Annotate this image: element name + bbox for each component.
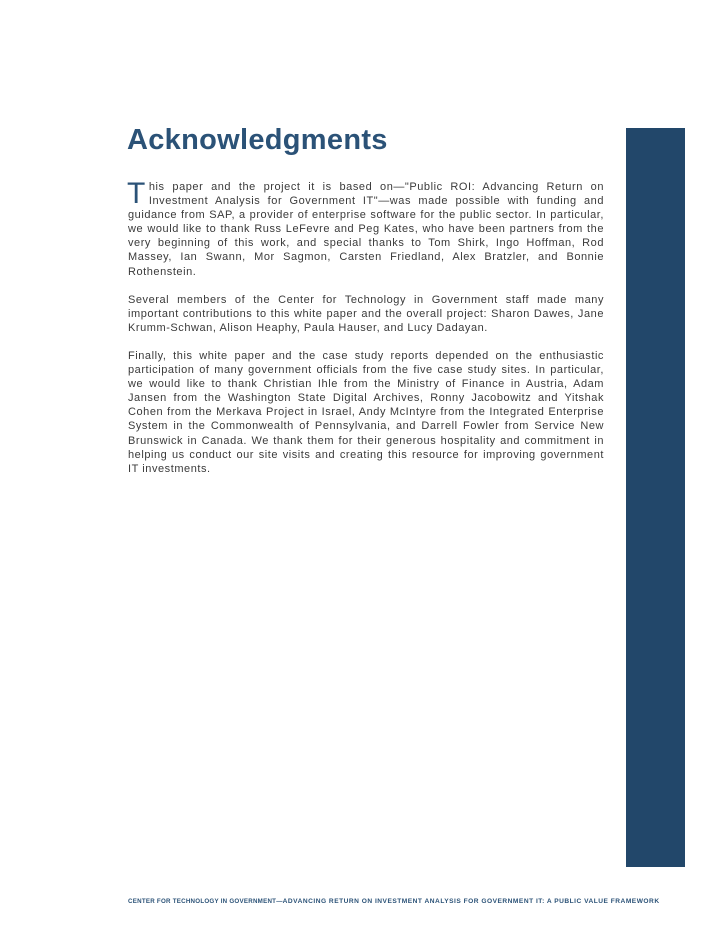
page-title: Acknowledgments	[127, 124, 388, 156]
footer-org: CENTER FOR TECHNOLOGY IN GOVERNMENT—	[128, 898, 283, 905]
paragraph-2: Several members of the Center for Technology in Government staff made many important contributions to this white paper and the overall project: Sharon Dawes, Jane Krumm-Schwan, Alison Heaphy, Paula Hauser, and Lucy Dadayan.	[128, 293, 604, 334]
drop-cap: T	[127, 177, 146, 210]
footer-title: ADVANCING RETURN ON INVESTMENT ANALYSIS FOR GOVERNMENT IT: A PUBLIC VALUE FRAMEWORK	[282, 898, 660, 905]
page-footer	[128, 898, 660, 905]
decorative-side-bar	[626, 128, 685, 867]
body-text	[127, 177, 604, 490]
paragraph-1-text: his paper and the project it is based on—"Public ROI: Advancing Return on Investment Analysis for Government IT"—was made possible with funding and guidance from SAP, a provider of enterprise software for the public sector. In particular, we would like to thank Russ LeFevre and Peg Kates, who have been partners from the very beginning of this work, and special thanks to Tom Shirk, Ingo Hoffman, Rod Massey, Ian Swann, Mor Sagmon, Carsten Friedland, Alex Bratzler, and Bonnie Rothenstein.	[128, 181, 604, 278]
paragraph-3: Finally, this white paper and the case study reports depended on the enthusiastic participation of many government officials from the five case study sites. In particular, we would like to thank Christian Ihle from the Ministry of Finance in Austria, Adam Jansen from the Washington State Digital Archives, Ronny Jacobowitz and Yitshak Cohen from the Merkava Project in Israel, Andy McIntyre from the Integrated Enterprise System in the Commonwealth of Pennsylvania, and Darrell Fowler from Service New Brunswick in Canada. We thank them for their generous hospitality and commitment in helping us conduct our site visits and creating this resource for improving government IT investments.	[128, 349, 604, 475]
paragraph-1	[127, 177, 604, 279]
